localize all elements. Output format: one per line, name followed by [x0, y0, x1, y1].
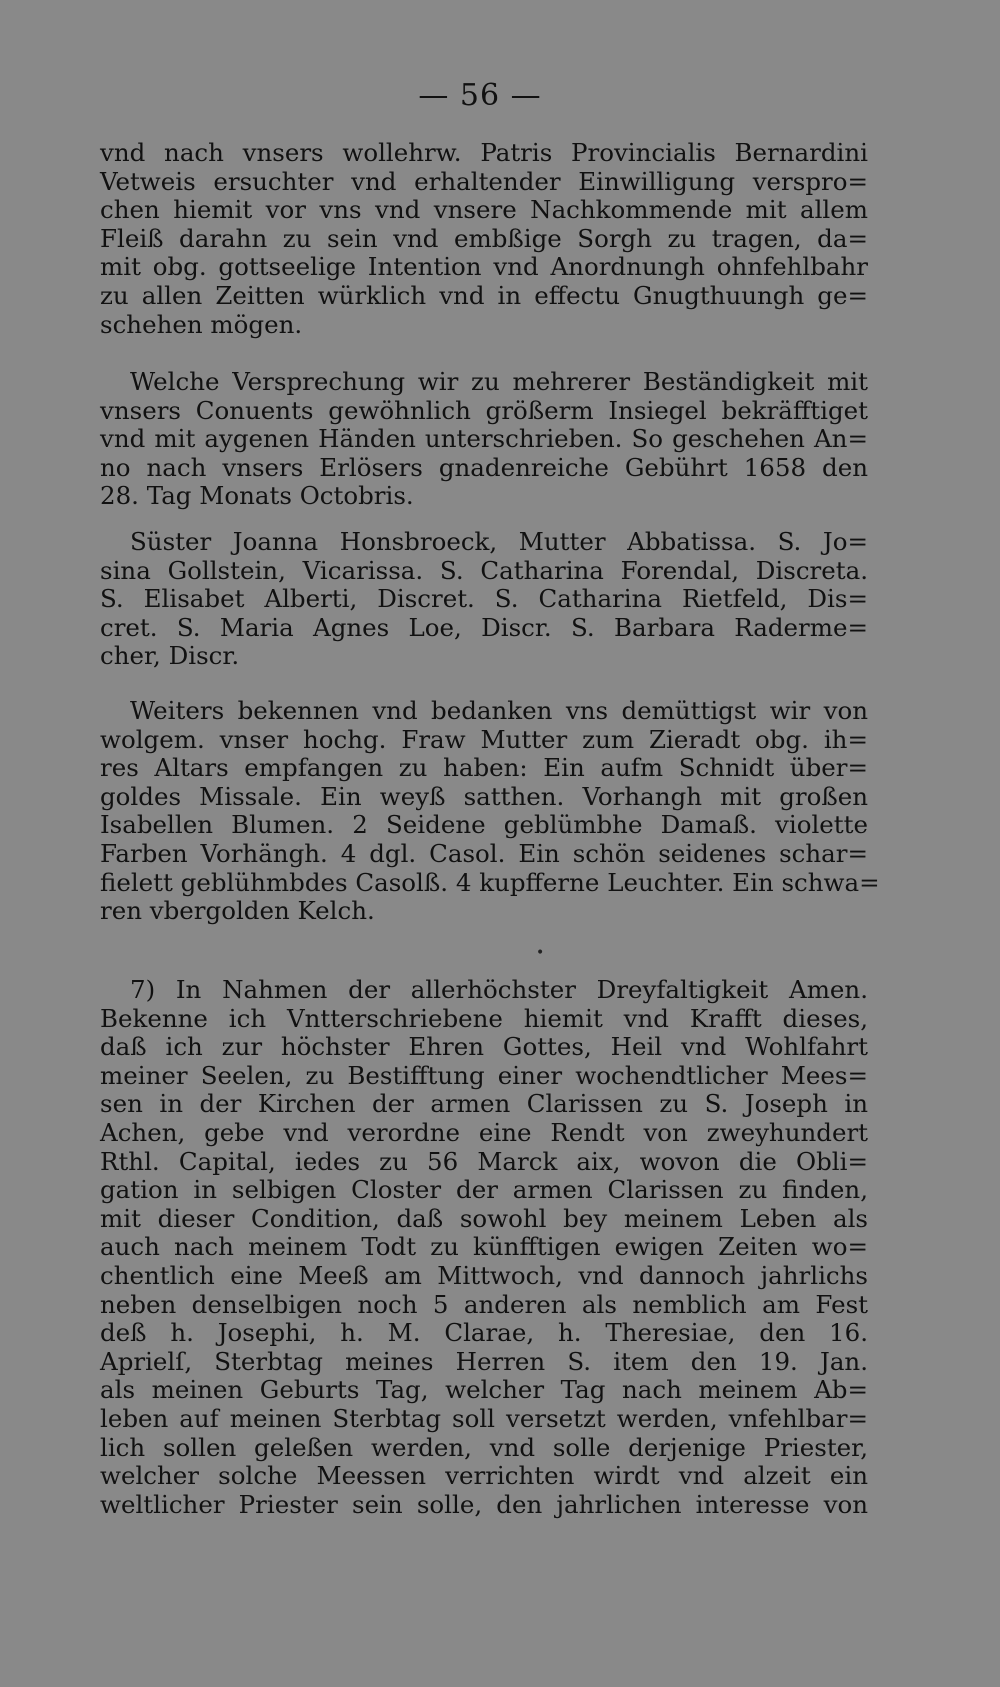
- text-line: meiner Seelen, zu Bestifftung einer wochendtlicher Mees=: [100, 1060, 868, 1090]
- text-line: mit obg. gottseelige Intention vnd Anordnungh ohnfehlbahr: [100, 252, 868, 282]
- text-line: lich sollen geleßen werden, vnd solle derjenige Priester,: [100, 1432, 868, 1462]
- text-line: 28. Tag Monats Octobris.: [100, 481, 414, 511]
- text-line: neben denselbigen noch 5 anderen als nemblich am Fest: [100, 1289, 868, 1319]
- text-line: fielett geblühmbdes Casolß. 4 kupfferne Leuchter. Ein schwa=: [100, 867, 880, 897]
- text-line: Farben Vorhängh. 4 dgl. Casol. Ein schön seidenes schar=: [100, 838, 868, 868]
- text-line: goldes Missale. Ein weyß satthen. Vorhangh mit großen: [100, 781, 868, 811]
- text-line: vnd nach vnsers wollehrw. Patris Provincialis Bernardini: [100, 138, 868, 167]
- text-line: zu allen Zeitten würklich vnd in effectu Gnugthuungh ge=: [100, 280, 868, 310]
- text-line: cher, Discr.: [100, 641, 240, 671]
- text-line: daß ich zur höchster Ehren Gottes, Heil vnd Wohlfahrt: [100, 1032, 868, 1062]
- text-line: Süster Joanna Honsbroeck, Mutter Abbatissa. S. Jo=: [130, 527, 868, 556]
- text-line: S. Elisabet Alberti, Discret. S. Catharina Rietfeld, Dis=: [100, 584, 868, 614]
- text-line: wolgem. vnser hochg. Fraw Mutter zum Zieradt obg. ih=: [100, 724, 868, 754]
- text-line: Bekenne ich Vntterschriebene hiemit vnd Krafft dieses,: [100, 1003, 868, 1033]
- paragraph-5: [100, 976, 868, 1519]
- text-line: Fleiß darahn zu sein vnd embßige Sorgh zu tragen, da=: [100, 223, 868, 253]
- text-line: vnd mit aygenen Händen unterschrieben. So geschehen An=: [100, 424, 868, 454]
- page-number: — 56 —: [418, 78, 542, 113]
- text-line: ren vbergolden Kelch.: [100, 896, 375, 926]
- text-line: res Altars empfangen zu haben: Ein aufm Schnidt über=: [100, 753, 868, 783]
- text-line: chentlich eine Meeß am Mittwoch, vnd dannoch jahrlichs: [100, 1260, 868, 1290]
- text-line: mit dieser Condition, daß sowohl bey meinem Leben als: [100, 1203, 868, 1233]
- text-line: Rthl. Capital, iedes zu 56 Marck aix, wovon die Obli=: [100, 1146, 868, 1176]
- text-line: deß h. Josephi, h. M. Clarae, h. Theresiae, den 16.: [100, 1318, 868, 1348]
- paragraph-1: [100, 139, 868, 339]
- text-line: cret. S. Maria Agnes Loe, Discr. S. Barbara Raderme=: [100, 612, 868, 642]
- text-line: Isabellen Blumen. 2 Seidene geblümbhe Damaß. violette: [100, 810, 868, 840]
- text-line: Vetweis ersuchter vnd erhaltender Einwilligung verspro=: [100, 166, 868, 196]
- text-line: Aprielſ, Sterbtag meines Herren S. item den 19. Jan.: [100, 1346, 868, 1376]
- text-line: Weiters bekennen vnd bedanken vns demüttigst wir von: [130, 696, 868, 725]
- text-line: gation in selbigen Closter der armen Clarissen zu finden,: [100, 1175, 868, 1205]
- text-line: vnsers Conuents gewöhnlich größerm Insiegel bekräfftiget: [100, 395, 868, 425]
- paragraph-4: [100, 696, 880, 926]
- text-line: leben auf meinen Sterbtag soll versetzt werden, vnfehlbar=: [100, 1403, 868, 1433]
- text-line: sina Gollstein, Vicarissa. S. Catharina Forendal, Discreta.: [100, 555, 868, 585]
- text-line: 7) In Nahmen der allerhöchster Dreyfaltigkeit Amen.: [130, 975, 868, 1004]
- paragraph-2: [100, 368, 868, 511]
- text-line: chen hiemit vor vns vnd vnsere Nachkommende mit allem: [100, 195, 868, 225]
- text-line: sen in der Kirchen der armen Clarissen zu S. Joseph in: [100, 1089, 868, 1119]
- text-line: schehen mögen.: [100, 309, 303, 339]
- ornament-dot: •: [536, 945, 545, 961]
- text-line: welcher solche Meessen verrichten wirdt vnd alzeit ein: [100, 1461, 868, 1491]
- paragraph-signatures: [100, 528, 868, 671]
- text-line: als meinen Geburts Tag, welcher Tag nach meinem Ab=: [100, 1375, 868, 1405]
- text-line: Welche Versprechung wir zu mehrerer Beständigkeit mit: [130, 367, 868, 396]
- text-line: no nach vnsers Erlösers gnadenreiche Gebührt 1658 den: [100, 452, 868, 482]
- text-line: Achen, gebe vnd verordne eine Rendt von zweyhundert: [100, 1117, 868, 1147]
- text-line: auch nach meinem Todt zu künfftigen ewigen Zeiten wo=: [100, 1232, 868, 1262]
- text-line: weltlicher Priester sein solle, den jahrlichen interesse von: [100, 1489, 868, 1519]
